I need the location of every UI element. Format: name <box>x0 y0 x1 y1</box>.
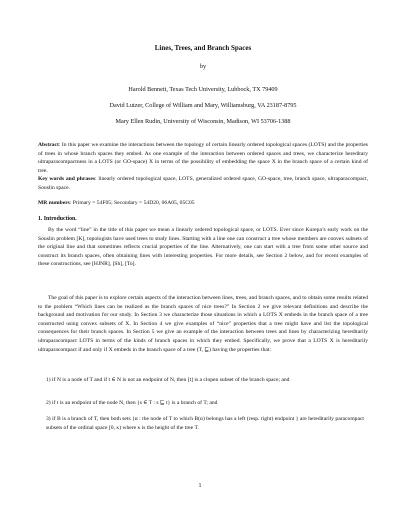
property-item: 1) if N is a node of T and if t ∈ N is not an endpoint of N, then [t] is a clopen subset of the branch space; and <box>46 377 290 383</box>
byline: by <box>199 63 207 70</box>
abstract <box>38 141 368 175</box>
property-item: 3) if B is a branch of T, then both sets {α : the node of T to which B(α) belongs has a left (resp. right) endpoint } are hereditarily paracompact subsets of the ordinal space [0, κ) where κ is the height of the tree T. <box>46 416 364 431</box>
section-heading: 1. Introduction. <box>38 216 77 222</box>
paper-title: Lines, Trees, and Branch Spaces <box>154 44 252 52</box>
author-line: David Lutzer, College of William and Mary, Williamsburg, VA 23187-8795 <box>109 102 297 109</box>
keywords <box>38 175 368 192</box>
author-line: Mary Ellen Rudin, University of Wisconsin, Madison, WI 53706-1388 <box>115 118 291 125</box>
mr-numbers <box>38 199 368 208</box>
intro-paragraph: The goal of this paper is to explore certain aspects of the interaction between lines, trees, and branch spaces, and to obtain some results related to the problem “Which lines can be realized as the branch spaces of nice trees?” In Section 2 we give relevant definitions and describe the background and motivation for our study. In Section 3 we characterize those situations in which a LOTS X embeds in the branch space of a tree constructed using convex subsets of X. In Section 4 we give examples of “nice” properties that a tree might have and list the topological consequences for their branch spaces. In Section 5 we give an example of the interaction between trees and lines by characterizing hereditarily ultraparacompact LOTS in terms of the kinds of branch spaces in which they embed. Specifically, we prove that a LOTS X is hereditarily ultraparacompact if and only if X embeds in the branch space of a tree (T, ⊑) having the properties that: <box>38 295 368 353</box>
keywords-label: Key words and phrases <box>38 176 95 182</box>
mr-label: MR numbers <box>38 200 70 206</box>
page-number: 1 <box>198 483 202 489</box>
abstract-text: : In this paper we examine the interactions between the topology of certain linearly ordered topological spaces (LOTS) and the properties of trees in whose branch spaces they embed. As one example of the interaction between ordered spaces and trees, we characterize hereditary ultraparacompactness in a LOTS (or GO-space) X in terms of the possibility of embedding the space X in the branch space of a certain kind of tree. <box>38 142 368 174</box>
abstract-label: Abstract <box>38 142 59 148</box>
property-item: 2) if t is an endpoint of the node N, then {s ∈ T : s ⊑ t} is a branch of T; and <box>46 400 218 406</box>
intro-paragraph: By the word “line” in the title of this paper we mean a linearly ordered topological space, or LOTS. Ever since Kurepa’s early work on the Souslin problem [K], topologists have used trees to study lines. Starting with a line one can construct a tree whose members are convex subsets of the original line and that sometimes reflects crucial properties of the line. Alternatively, one can start with a tree from some other source and construct its branch spaces, often obtaining lines with interesting properties. For more details, see Section 2 below, and for recent examples of these constructions, see [HJNR], [Sh], [To]. <box>38 227 368 268</box>
mr-text: : Primary = 54F05; Secondary = 54D20, 06A05, 05C05 <box>69 200 195 206</box>
keywords-text: : linearly ordered topological space, LOTS, generalized ordered space, GO-space, tree, branch space, ultraparacompact, Souslin space. <box>38 176 368 191</box>
author-line: Harold Bennett, Texas Tech University, Lubbock, TX 79409 <box>128 86 278 93</box>
